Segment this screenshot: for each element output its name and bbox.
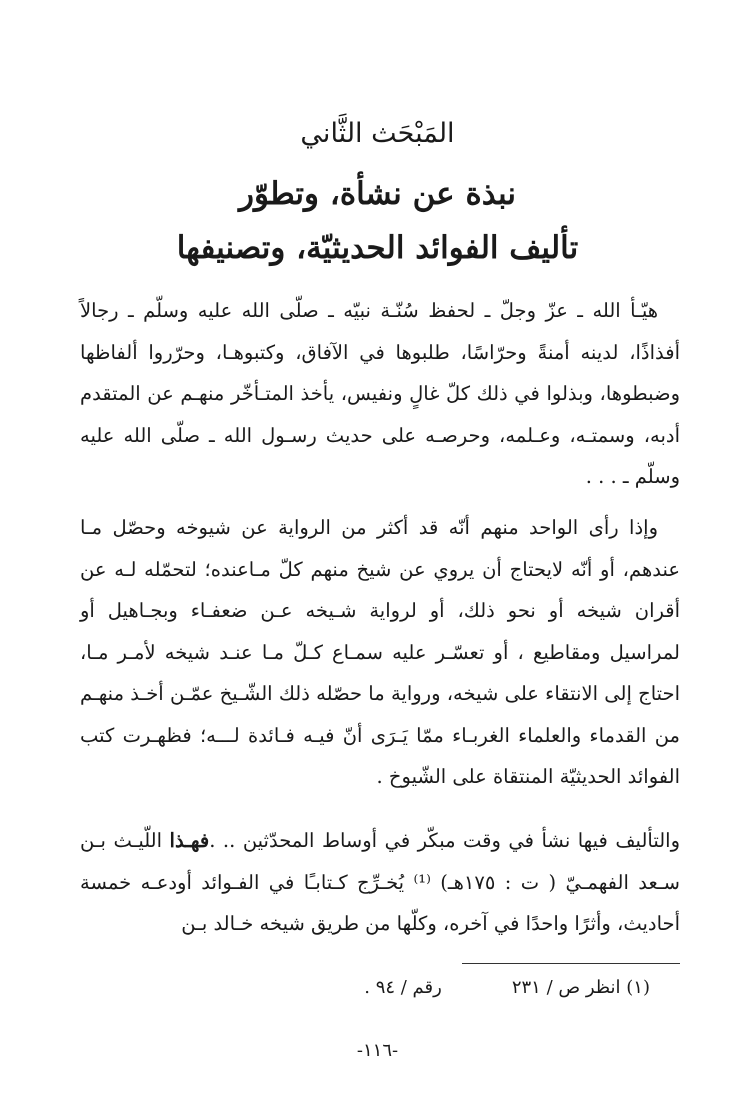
paragraph-1-text: هيّـأ الله ـ عزّ وجلّ ـ لحفظ سُنّـة نبيّه ـ صلّى الله عليه وسلّم ـ رجالاً أفذاذًا، لدينه أمنةً وحرّاسًا، طلبوها في الآفاق، وكتبوهـا، وحرّروا ألفاظها وضبطوها، وبذلوا في ذلك كلّ غالٍ ونفيس، يأخذ المتـأخّر منهـم عن المتقدم أدبه، وسمتـه، وعـلمه، وحرصـه على حديث رسـول الله ـ صلّى الله عليه وسلّم ـ . . . (80, 299, 680, 488)
paragraph-3 (80, 820, 680, 945)
chapter-title-line-1: نبذة عن نشأة، وتطوّر (239, 176, 516, 212)
footnote-divider (462, 963, 680, 964)
section-label: المَبْحَث الثَّاني (300, 118, 455, 149)
paragraph-2 (80, 507, 680, 798)
paragraph-1 (80, 290, 680, 498)
paragraph-3-start: والتأليف فيها نشأ في وقت مبكّر في أوساط المحدّثين .. . (209, 829, 680, 852)
paragraph-2-text: وإذا رأى الواحد منهم أنّه قد أكثر من الرواية عن شيوخه وحصّل مـا عندهم، أو أنّه لايحتاج أن يروي عن شيخ منهم كلّ مـاعنده؛ لتحمّله لـه عن أقران شيخه أو نحو ذلك، أو لرواية شـيخه عـن ضعفـاء وبجـاهيل أو لمراسيل ومقاطيع ، أو تعسّـر عليه سمـاع كـلّ مـا عنـد شيخه لأمـر مـا، احتاج إلى الانتقاء على شيخه، ورواية ما حصّله ذلك الشّـيخ عمّـن أخـذ منهـم من القدماء والعلماء الغربـاء ممّا يَـرَى أنّ فيـه فـائدة لـــه؛ فظهـرت كتب الفوائد الحديثيّة المنتقاة على الشّيوخ . (80, 516, 680, 788)
page-number: -١١٦- (356, 1040, 399, 1061)
footnote (364, 977, 650, 998)
chapter-title-line-2: تأليف الفوائد الحديثيّة، وتصنيفها (176, 230, 579, 266)
footnote-reference: (١) انظر ص / ٢٣١ (511, 977, 650, 998)
footnote-number: رقم / ٩٤ . (364, 977, 442, 998)
paragraph-3-rest: اللّيـث بـن سـعد الفهمـيّ ( ت : ١٧٥هـ) ⁽¹⁾ يُخـرِّج كـتابـًا في الفـوائد أودعـه خمسة أحاديث، وأثرًا واحدًا في آخره، وكلّها من طريق شيخه خـالد بـن (80, 829, 680, 935)
paragraph-3-emphasis: فهـذا (169, 829, 210, 852)
